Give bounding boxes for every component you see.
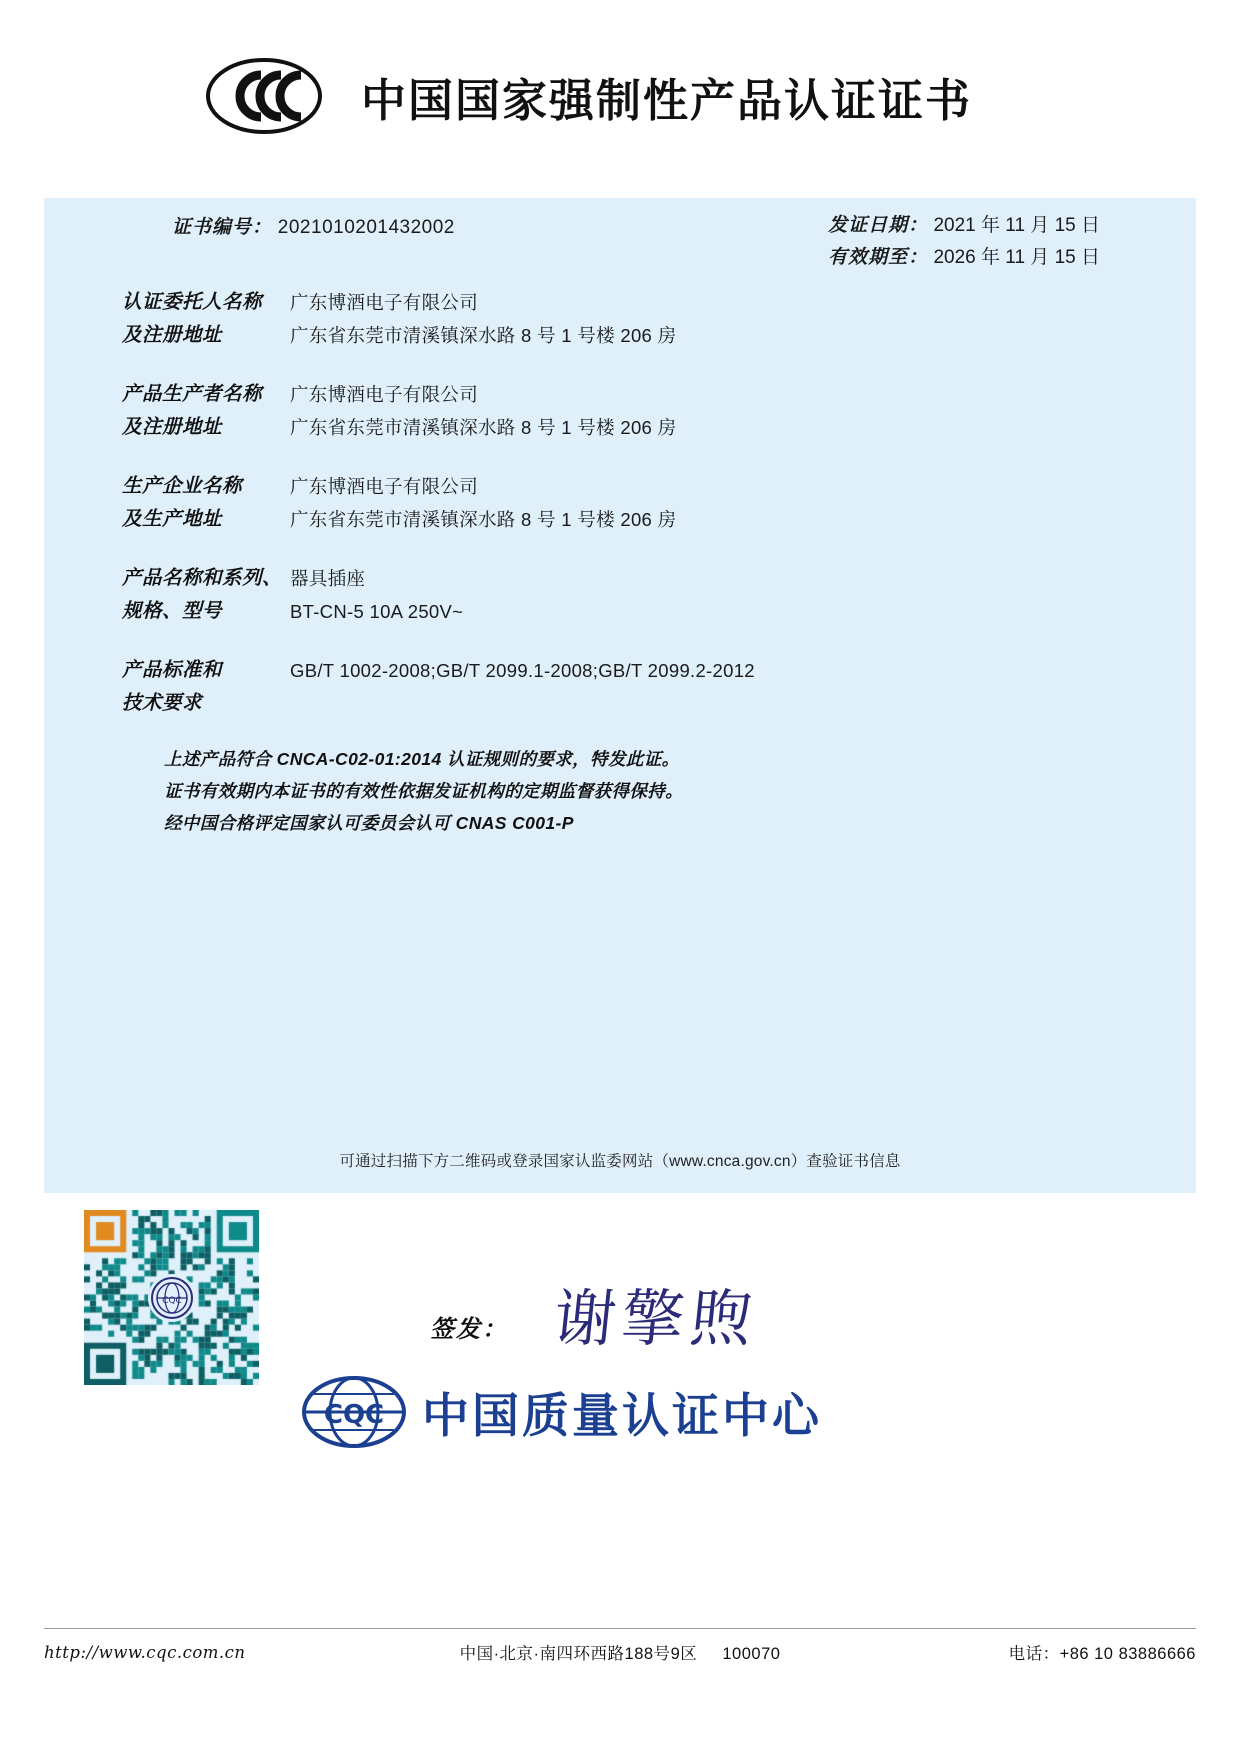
- document-footer: [44, 1640, 1196, 1664]
- field-value: [290, 286, 1122, 352]
- field-value-line: 广东省东莞市清溪镇深水路 8 号 1 号楼 206 房: [290, 417, 677, 438]
- field-label-line: 产品名称和系列、: [122, 567, 283, 589]
- field-label-line: 及注册地址: [122, 324, 223, 346]
- certificate-number: [172, 212, 455, 239]
- page-title: 中国国家强制性产品认证证书: [361, 74, 973, 126]
- ccc-mark-icon: [205, 57, 323, 135]
- field-label-line: 规格、型号: [122, 600, 223, 622]
- signature-block: [430, 1282, 762, 1355]
- certificate-notes: [164, 743, 683, 839]
- field-label-line: 技术要求: [122, 692, 203, 714]
- field-label: [122, 470, 290, 536]
- field-label-line: 及生产地址: [122, 508, 223, 530]
- field-label: [122, 562, 290, 628]
- footer-address-text: 中国·北京·南四环西路188号9区: [459, 1645, 698, 1663]
- footer-website[interactable]: http://www.cqc.com.cn: [44, 1642, 246, 1662]
- qr-code-icon[interactable]: [84, 1210, 259, 1385]
- document-header: [0, 0, 1241, 140]
- footer-divider: [44, 1628, 1196, 1629]
- expiry-date-value: 2026 年 11 月 15 日: [933, 247, 1100, 268]
- certificate-number-value: 2021010201432002: [277, 217, 455, 238]
- certificate-fields: [122, 286, 1122, 746]
- field-product-model: [122, 562, 1122, 628]
- cqc-org-name: 中国质量认证中心: [422, 1388, 822, 1442]
- note-line: 经中国合格评定国家认可委员会认可 CNAS C001-P: [164, 813, 574, 833]
- field-label: [122, 654, 290, 720]
- field-label-line: 产品标准和: [122, 659, 223, 681]
- verification-note: 可通过扫描下方二维码或登录国家认监委网站（www.cnca.gov.cn）查验证书信息: [339, 1153, 901, 1170]
- field-value: [290, 470, 1122, 536]
- field-value-line: 广东省东莞市清溪镇深水路 8 号 1 号楼 206 房: [290, 325, 677, 346]
- signature-name: 谢擎煦: [550, 1282, 762, 1355]
- issue-date-value: 2021 年 11 月 15 日: [933, 215, 1100, 236]
- field-applicant: [122, 286, 1122, 352]
- field-label-line: 产品生产者名称: [122, 383, 263, 405]
- field-manufacturer: [122, 378, 1122, 444]
- svg-text:CQC: CQC: [161, 1295, 182, 1306]
- footer-telephone: 电话：+86 10 83886666: [1008, 1645, 1196, 1663]
- field-label: [122, 378, 290, 444]
- expiry-date-label: 有效期至：: [828, 247, 929, 268]
- expiry-date-row: [828, 242, 1100, 274]
- field-value: [290, 378, 1122, 444]
- footer-address: [344, 1640, 896, 1664]
- field-value-line: 广东博酒电子有限公司: [290, 476, 479, 497]
- field-label-line: 生产企业名称: [122, 475, 243, 497]
- certificate-number-label: 证书编号：: [172, 217, 273, 238]
- field-factory: [122, 470, 1122, 536]
- cqc-seal-icon: [148, 1274, 196, 1322]
- issue-date-label: 发证日期：: [828, 215, 929, 236]
- issue-date-row: [828, 210, 1100, 242]
- field-value: [290, 654, 1122, 720]
- field-label: [122, 286, 290, 352]
- signature-label: 签发：: [430, 1316, 508, 1343]
- field-label-line: 及注册地址: [122, 416, 223, 438]
- certificate-panel: [44, 198, 1196, 1193]
- certificate-dates: [828, 210, 1100, 274]
- note-line: 上述产品符合 CNCA-C02-01:2014 认证规则的要求，特发此证。: [164, 749, 680, 769]
- field-value-line: 广东博酒电子有限公司: [290, 292, 479, 313]
- issuing-organization: [300, 1373, 822, 1451]
- field-standards: [122, 654, 1122, 720]
- field-value: [290, 562, 1122, 628]
- field-value-line: BT-CN-5 10A 250V~: [290, 601, 464, 622]
- cqc-globe-icon: [300, 1373, 408, 1451]
- svg-text:CQC: CQC: [323, 1400, 385, 1430]
- field-value-line: GB/T 1002-2008;GB/T 2099.1-2008;GB/T 2099.2-2012: [290, 660, 755, 681]
- field-value-line: 器具插座: [290, 568, 366, 589]
- field-label-line: 认证委托人名称: [122, 291, 263, 313]
- footer-zip: 100070: [722, 1645, 781, 1663]
- note-line: 证书有效期内本证书的有效性依据发证机构的定期监督获得保持。: [164, 781, 684, 801]
- field-value-line: 广东博酒电子有限公司: [290, 384, 479, 405]
- field-value-line: 广东省东莞市清溪镇深水路 8 号 1 号楼 206 房: [290, 509, 677, 530]
